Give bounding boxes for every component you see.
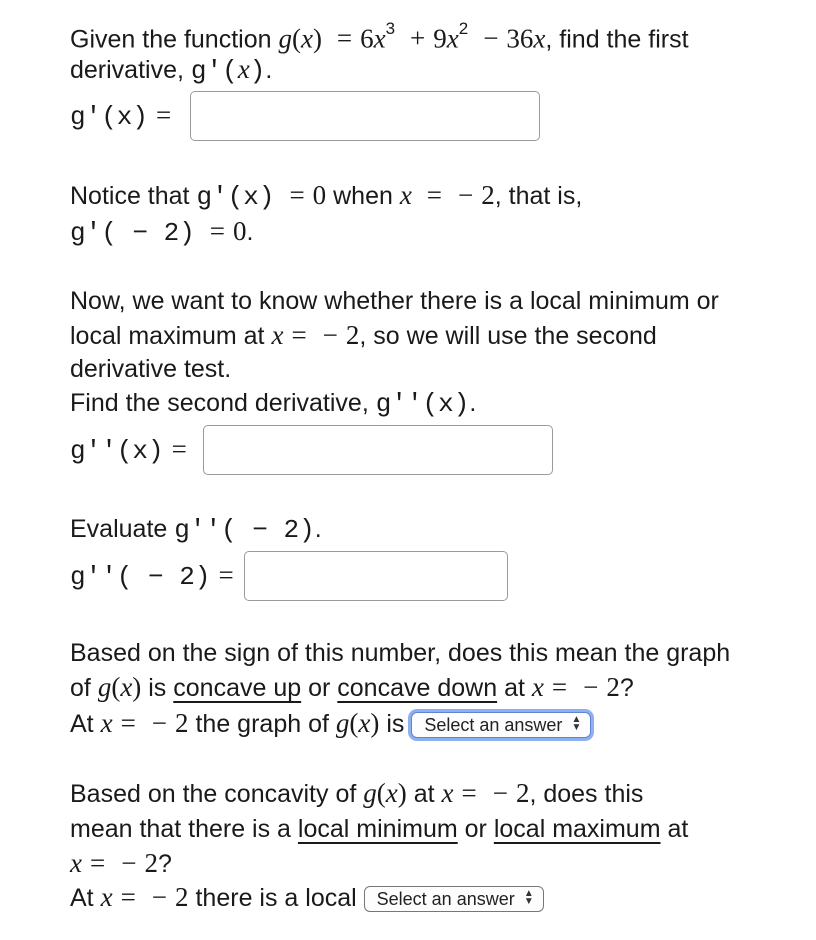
now-line-3: derivative test. [70, 355, 232, 383]
first-derivative-input[interactable] [190, 91, 540, 141]
extremum-line1-pre: Based on the concavity of [70, 780, 357, 808]
now-line-1: Now, we want to know whether there is a local minimum or [70, 287, 719, 315]
notice-zero: 0 [312, 180, 327, 210]
select-arrows-icon: ▲ ▼ [523, 888, 534, 908]
select-arrows-icon: ▲ ▼ [571, 714, 582, 734]
now-line-4: Find the second derivative, g''(x). [70, 389, 477, 419]
extremum-line1-post: , does this [529, 780, 644, 808]
notice-crit: 2 [481, 180, 495, 210]
now-line2-a: local maximum at [70, 322, 265, 350]
local-maximum-term: local maximum [493, 815, 661, 843]
evaluate-label: g''( − 2) = [70, 560, 234, 592]
concavity-line3-mid: the graph of [195, 710, 329, 738]
extremum-line4-mid: there is a local [195, 884, 357, 912]
concave-down-term: concave down [337, 674, 498, 702]
first-derivative-label: g'(x) = [70, 100, 172, 132]
second-derivative-label-text: g''(x) [70, 436, 164, 466]
extremum-line-4: At x = − 2 there is a local Select an answer ▲ ▼ [70, 880, 544, 915]
notice-line-2: g'( − 2) = 0. [70, 216, 254, 248]
notice-when: when [333, 182, 393, 210]
concavity-select[interactable] [411, 712, 591, 738]
g-prime-inline: g'(x) [190, 54, 266, 86]
extremum-q-end: ? [157, 850, 172, 878]
extremum-line-3: x = − 2? [70, 848, 172, 878]
concavity-line-1: Based on the sign of this number, does this mean the graph [70, 639, 731, 667]
question-line-2: derivative, g'(x). [70, 54, 273, 86]
pow-a: 3 [385, 19, 396, 38]
evaluate-input[interactable] [244, 551, 508, 601]
now-line2-b: , so we will use the second [359, 322, 657, 350]
concavity-line-2: of g(x) is concave up or concave down at x = − 2? [70, 672, 634, 702]
extremum-select[interactable] [364, 886, 544, 912]
first-derivative-label-text: g'(x) [70, 102, 149, 132]
concave-up-term: concave up [173, 674, 302, 702]
concavity-is: is [148, 674, 167, 702]
evaluate-line: Evaluate g''( − 2). [70, 515, 322, 545]
evaluate-label-text: g''( − 2) [70, 562, 211, 592]
extremum-select-label: Select an answer [376, 889, 515, 910]
math-g: g [278, 23, 292, 54]
extremum-line4-pre: At [70, 884, 94, 912]
notice-line2-zero: 0 [233, 216, 247, 246]
notice-x: x [399, 180, 412, 210]
notice-post: , that is, [494, 182, 583, 210]
now-line4-expr: g''(x) [375, 389, 470, 419]
notice-line-1: Notice that g'(x) = 0 when x = − 2, that is, [70, 180, 583, 212]
extremum-line-2 [70, 812, 688, 846]
concavity-line-3: At x = − 2 the graph of g(x) is Select an answer ▲ ▼ [70, 706, 591, 741]
coef-b: 9 [433, 23, 447, 54]
coef-c: 36 [506, 23, 534, 54]
intro-text: Given the function [70, 25, 272, 54]
now-line4-text: Find the second derivative, [70, 389, 369, 417]
concavity-of: of [70, 674, 91, 702]
math-x: x [300, 23, 313, 54]
coef-a: 6 [360, 23, 374, 54]
concavity-or: or [308, 674, 331, 702]
second-derivative-label: g''(x) = [70, 434, 187, 466]
local-minimum-term: local minimum [297, 815, 458, 843]
now-line-2: local maximum at x = − 2, so we will use the second [70, 320, 657, 350]
notice-line2-expr: g'( − 2) [70, 218, 195, 248]
notice-deriv: g'(x) [196, 182, 275, 212]
extremum-or: or [464, 815, 487, 843]
concavity-line3-is: is [386, 710, 405, 738]
second-derivative-input[interactable] [203, 425, 553, 475]
extremum-line-1: Based on the concavity of g(x) at x = − 2, does this [70, 778, 644, 808]
concavity-q-end: ? [619, 674, 634, 702]
extremum-line1-at: at [413, 780, 435, 808]
concavity-line3-pre: At [70, 710, 94, 738]
notice-pre: Notice that [70, 182, 190, 210]
evaluate-expr: g''( − 2) [174, 515, 315, 545]
concavity-at: at [504, 674, 525, 702]
intro-end: , find the first [545, 25, 689, 54]
concavity-select-label: Select an answer [424, 715, 563, 736]
evaluate-pre: Evaluate [70, 515, 168, 543]
extremum-at: at [667, 815, 689, 843]
derivative-text: derivative, [70, 56, 184, 84]
question-line-1: Given the function $g(x) = 6x^3 + 9x^2 - 36x$, find the first [70, 19, 689, 54]
pow-b: 2 [458, 19, 469, 38]
extremum-line2-a: mean that there is a [70, 815, 291, 843]
